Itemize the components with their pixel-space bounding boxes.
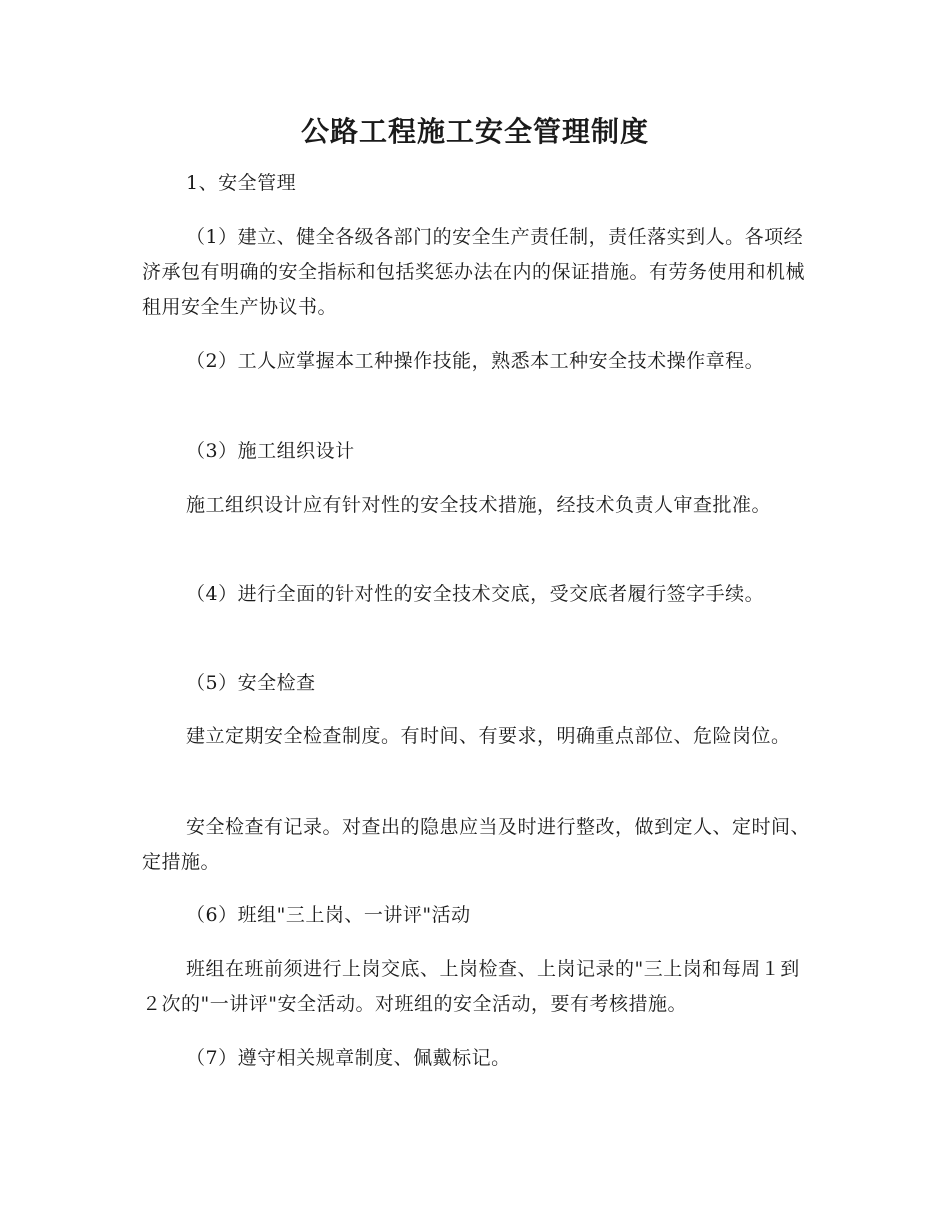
paragraph-item-3-body: 施工组织设计应有针对性的安全技术措施，经技术负责人审查批准。 xyxy=(186,494,772,516)
paragraph-item-6-body: 班组在班前须进行上岗交底、上岗检查、上岗记录的"三上岗和每周１到２次的"一讲评"安全活动。对班组的安全活动，要有考核措施。 xyxy=(142,958,800,1015)
paragraph-item-5-body-2: 安全检查有记录。对查出的隐患应当及时进行整改，做到定人、定时间、定措施。 xyxy=(142,816,811,873)
paragraph-item-7: （7）遵守相关规章制度、佩戴标记。 xyxy=(186,1047,511,1069)
paragraph-item-5-body-1: 建立定期安全检查制度。有时间、有要求，明确重点部位、危险岗位。 xyxy=(186,725,791,747)
heading-item-3: （3）施工组织设计 xyxy=(186,440,355,462)
paragraph-item-1: （1）建立、健全各级各部门的安全生产责任制，责任落实到人。各项经济承包有明确的安全指标和包括奖惩办法在内的保证措施。有劳务使用和机械租用安全生产协议书。 xyxy=(142,226,806,318)
paragraph-item-4: （4）进行全面的针对性的安全技术交底，受交底者履行签字手续。 xyxy=(186,583,765,605)
paragraph-item-2: （2）工人应掌握本工种操作技能，熟悉本工种安全技术操作章程。 xyxy=(186,350,765,372)
heading-item-6: （6）班组"三上岗、一讲评"活动 xyxy=(186,904,471,926)
document-title: 公路工程施工安全管理制度 xyxy=(300,115,649,148)
heading-item-5: （5）安全检查 xyxy=(186,672,316,694)
heading-safety-management: 1、安全管理 xyxy=(186,172,297,194)
